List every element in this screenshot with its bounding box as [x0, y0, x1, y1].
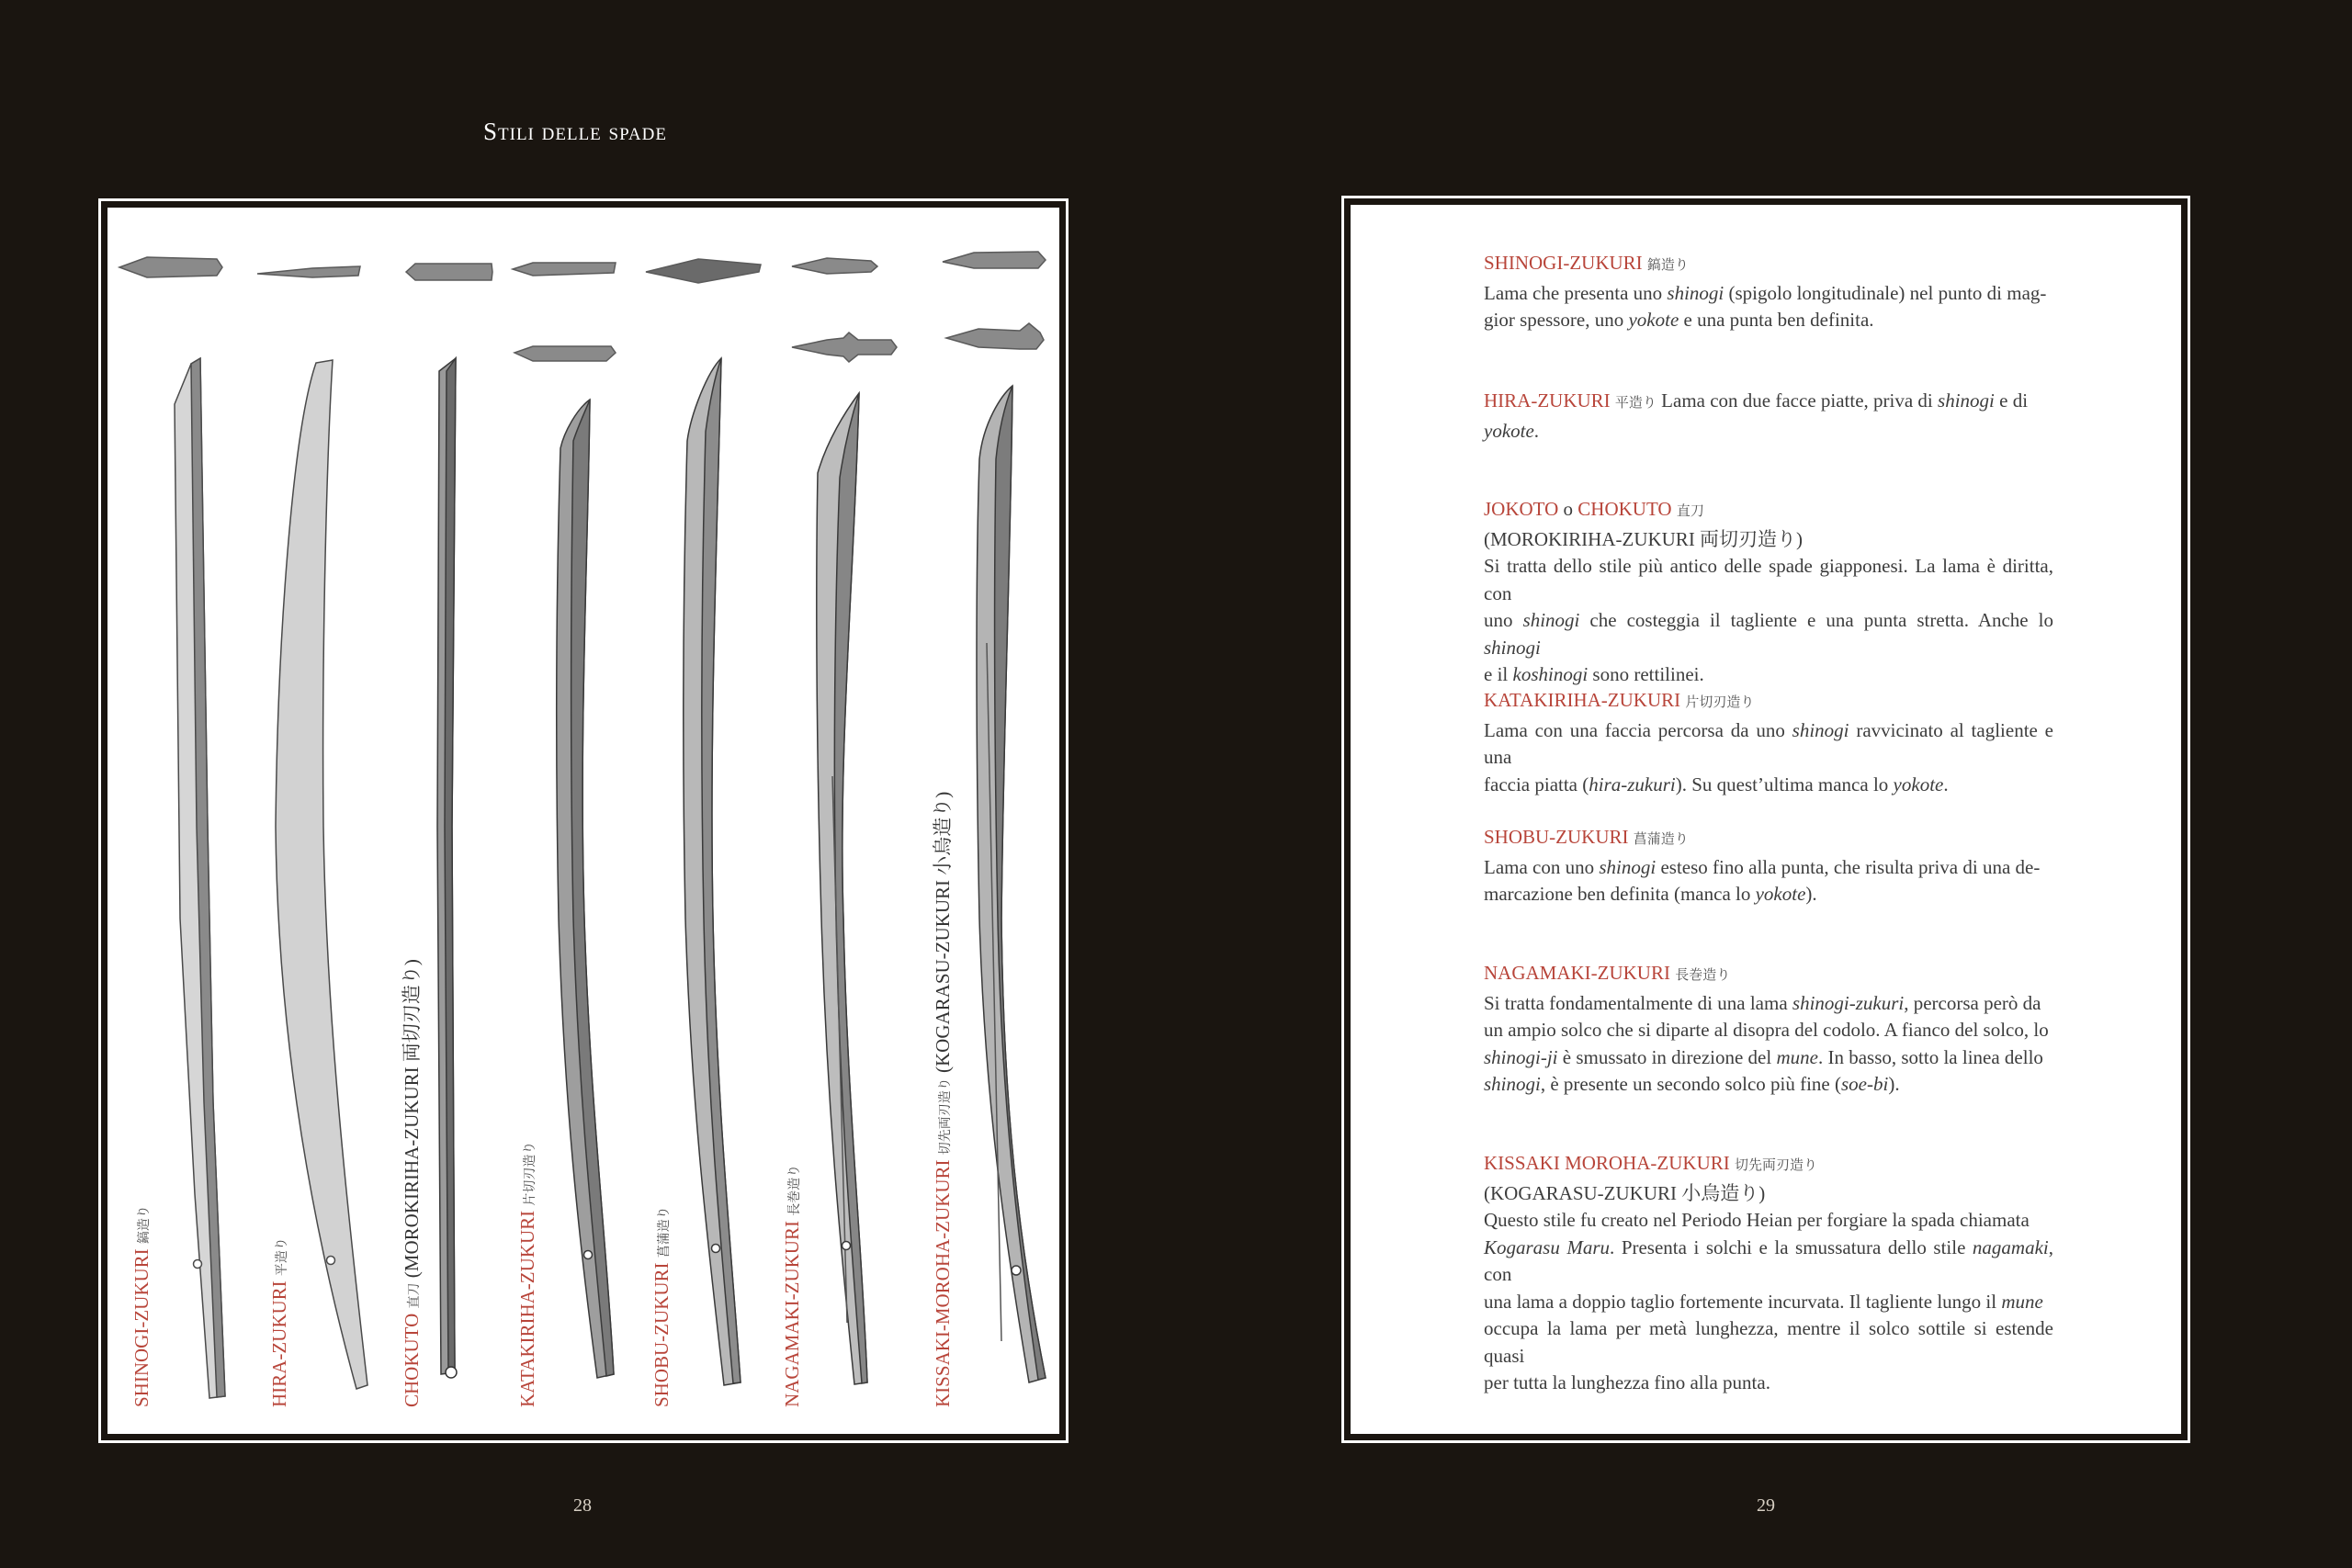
- entry-katakiriha: KATAKIRIHA-ZUKURI 片切刃造り Lama con una faccia percorsa da uno shinogi ravvicinato al tagliente e una faccia piatta (hira-zukuri). Su quest’ultima manca lo yokote.: [1484, 687, 2053, 798]
- cross-section-nagamaki-2: [792, 333, 897, 362]
- label-kissaki-moroha: KISSAKI-MOROHA-ZUKURI 切先両刃造り (KOGARASU-ZUKURI 小烏造り): [932, 791, 954, 1407]
- description-line: Kogarasu Maru. Presenta i solchi e la smussatura dello stile nagamaki, con: [1484, 1235, 2053, 1285]
- description-line: un ampio solco che si diparte al disopra del codolo. A fianco del solco, lo: [1484, 1019, 2049, 1041]
- label-chokuto: CHOKUTO 直刀 (MOROKIRIHA-ZUKURI 両切刃造り): [401, 959, 423, 1407]
- description-line: occupa la lama per metà lunghezza, mentre il solco sottile si estende quasi: [1484, 1317, 2053, 1367]
- entry-heading: SHOBU-ZUKURI: [1484, 826, 1629, 848]
- page-number-right: 29: [1757, 1495, 1775, 1516]
- entry-description: [1484, 717, 2053, 799]
- entry-heading: KISSAKI MOROHA-ZUKURI: [1484, 1152, 1730, 1174]
- description-line: uno shinogi che costeggia il tagliente e una punta stretta. Anche lo shinogi: [1484, 609, 2054, 659]
- label-hira: HIRA-ZUKURI 平造り: [268, 1237, 290, 1407]
- description-line: faccia piatta (hira-zukuri). Su quest’ultima manca lo yokote.: [1484, 773, 1949, 795]
- cross-sections: [119, 252, 1046, 362]
- entry-inline-text: Lama con due facce piatte, priva di shinogi e di: [1661, 389, 2029, 412]
- entry-description: [1484, 990, 2053, 1099]
- blade-shobu: [684, 358, 741, 1385]
- label-shobu: SHOBU-ZUKURI 菖蒲造り: [650, 1206, 673, 1407]
- label-katakiriha: KATAKIRIHA-ZUKURI 片切刃造り: [516, 1141, 538, 1407]
- label-shinogi: SHINOGI-ZUKURI 鎬造り: [130, 1205, 153, 1407]
- cross-section-shobu: [646, 259, 761, 283]
- description-line: Lama che presenta uno shinogi (spigolo longitudinale) nel punto di mag-: [1484, 281, 2047, 304]
- cross-section-kogarasu-1: [943, 252, 1046, 268]
- description-line: marcazione ben definita (manca lo yokote).: [1484, 883, 1817, 905]
- blade-kogarasu: [977, 386, 1046, 1382]
- cross-section-hira: [257, 266, 360, 277]
- entry-hira: HIRA-ZUKURI 平造り Lama con due facce piatte, priva di shinogi e di yokote.: [1484, 388, 2053, 445]
- description-line: yokote.: [1484, 419, 1540, 442]
- blade-shinogi: [175, 358, 225, 1398]
- description-line: gior spessore, uno yokote e una punta ben definita.: [1484, 309, 1874, 331]
- entry-shobu: SHOBU-ZUKURI 菖蒲造り Lama con uno shinogi esteso fino alla punta, che risulta priva di una de- marcazione ben definita (manca lo yokote).: [1484, 824, 2053, 908]
- entry-description: [1484, 1207, 2053, 1397]
- description-line: per tutta la lunghezza fino alla punta.: [1484, 1371, 1770, 1393]
- description-line: Si tratta dello stile più antico delle spade giapponesi. La lama è diritta, con: [1484, 555, 2053, 604]
- cross-section-shinogi: [119, 257, 222, 277]
- blade-katakiriha: [557, 400, 614, 1378]
- entry-nagamaki: NAGAMAKI-ZUKURI 長巻造り Si tratta fondamentalmente di una lama shinogi-zukuri, percorsa però da un ampio solco che si diparte al disopra del codolo. A fianco del solco, lo shinogi-ji è smussato in direzione del mune. In basso, sotto la linea dello shinogi, è presente un secondo solco più fine (soe-bi).: [1484, 960, 2053, 1099]
- cross-section-katakiriha-1: [513, 263, 616, 276]
- entry-kissaki-moroha: KISSAKI MOROHA-ZUKURI 切先両刃造り (KOGARASU-ZUKURI 小烏造り) Questo stile fu creato nel Periodo Heian per forgiare la spada chiamata Kogarasu Maru. Presenta i solchi e la smussatura dello stile nagamaki, con una lama a doppio taglio fortemente incurvata. Il tagliente lungo il mune occupa la lama per metà lunghezza, mentre il solco sottile si estende quasi per tutta la lunghezza fino alla punta.: [1484, 1150, 2053, 1397]
- description-line: Si tratta fondamentalmente di una lama shinogi-zukuri, percorsa però da: [1484, 991, 2041, 1014]
- blade-hira: [276, 360, 368, 1389]
- entry-jokoto: JOKOTO o CHOKUTO 直刀 (MOROKIRIHA-ZUKURI 両切刃造り) Si tratta dello stile più antico delle spade giapponesi. La lama è diritta, con uno shinogi che costeggia il tagliente e una punta stretta. Anche lo shinogi e il koshinogi sono rettilinei.: [1484, 496, 2053, 689]
- entry-subheading: (MOROKIRIHA-ZUKURI 両切刃造り): [1484, 527, 1804, 550]
- entry-heading: KATAKIRIHA-ZUKURI: [1484, 689, 1681, 711]
- entry-heading: HIRA-ZUKURI: [1484, 389, 1611, 412]
- description-line: shinogi, è presente un secondo solco più fine (soe-bi).: [1484, 1073, 1900, 1095]
- blade-chokuto: [437, 358, 457, 1378]
- cross-section-chokuto: [406, 264, 492, 280]
- cross-section-kogarasu-2: [946, 323, 1044, 349]
- blade-nagamaki: [817, 393, 867, 1384]
- entry-description: [1484, 418, 2053, 446]
- description-line: e il koshinogi sono rettilinei.: [1484, 663, 1704, 685]
- description-line: una lama a doppio taglio fortemente incurvata. Il tagliente lungo il mune: [1484, 1290, 2043, 1313]
- entry-description: [1484, 854, 2053, 908]
- entry-shinogi: SHINOGI-ZUKURI 鎬造り Lama che presenta uno shinogi (spigolo longitudinale) nel punto di mag- gior spessore, uno yokote e una punta ben definita.: [1484, 250, 2053, 334]
- entry-heading: NAGAMAKI-ZUKURI: [1484, 962, 1670, 984]
- cross-section-nagamaki-1: [792, 258, 877, 274]
- entry-subheading: (KOGARASU-ZUKURI 小烏造り): [1484, 1181, 1766, 1204]
- description-line: Lama con uno shinogi esteso fino alla punta, che risulta priva di una de-: [1484, 855, 2041, 878]
- entry-heading: JOKOTO: [1484, 498, 1559, 520]
- entry-heading: SHINOGI-ZUKURI: [1484, 252, 1643, 274]
- description-line: Lama con una faccia percorsa da uno shinogi ravvicinato al tagliente e una: [1484, 718, 2053, 768]
- page-number-left: 28: [573, 1495, 592, 1516]
- cross-section-katakiriha-2: [514, 346, 616, 361]
- description-line: shinogi-ji è smussato in direzione del mune. In basso, sotto la linea dello: [1484, 1045, 2043, 1068]
- description-line: Questo stile fu creato nel Periodo Heian per forgiare la spada chiamata: [1484, 1209, 2030, 1231]
- entry-description: [1484, 553, 2053, 689]
- entry-description: [1484, 280, 2053, 334]
- label-nagamaki: NAGAMAKI-ZUKURI 長巻造り: [781, 1164, 803, 1407]
- page-title: Stili delle spade: [483, 118, 667, 145]
